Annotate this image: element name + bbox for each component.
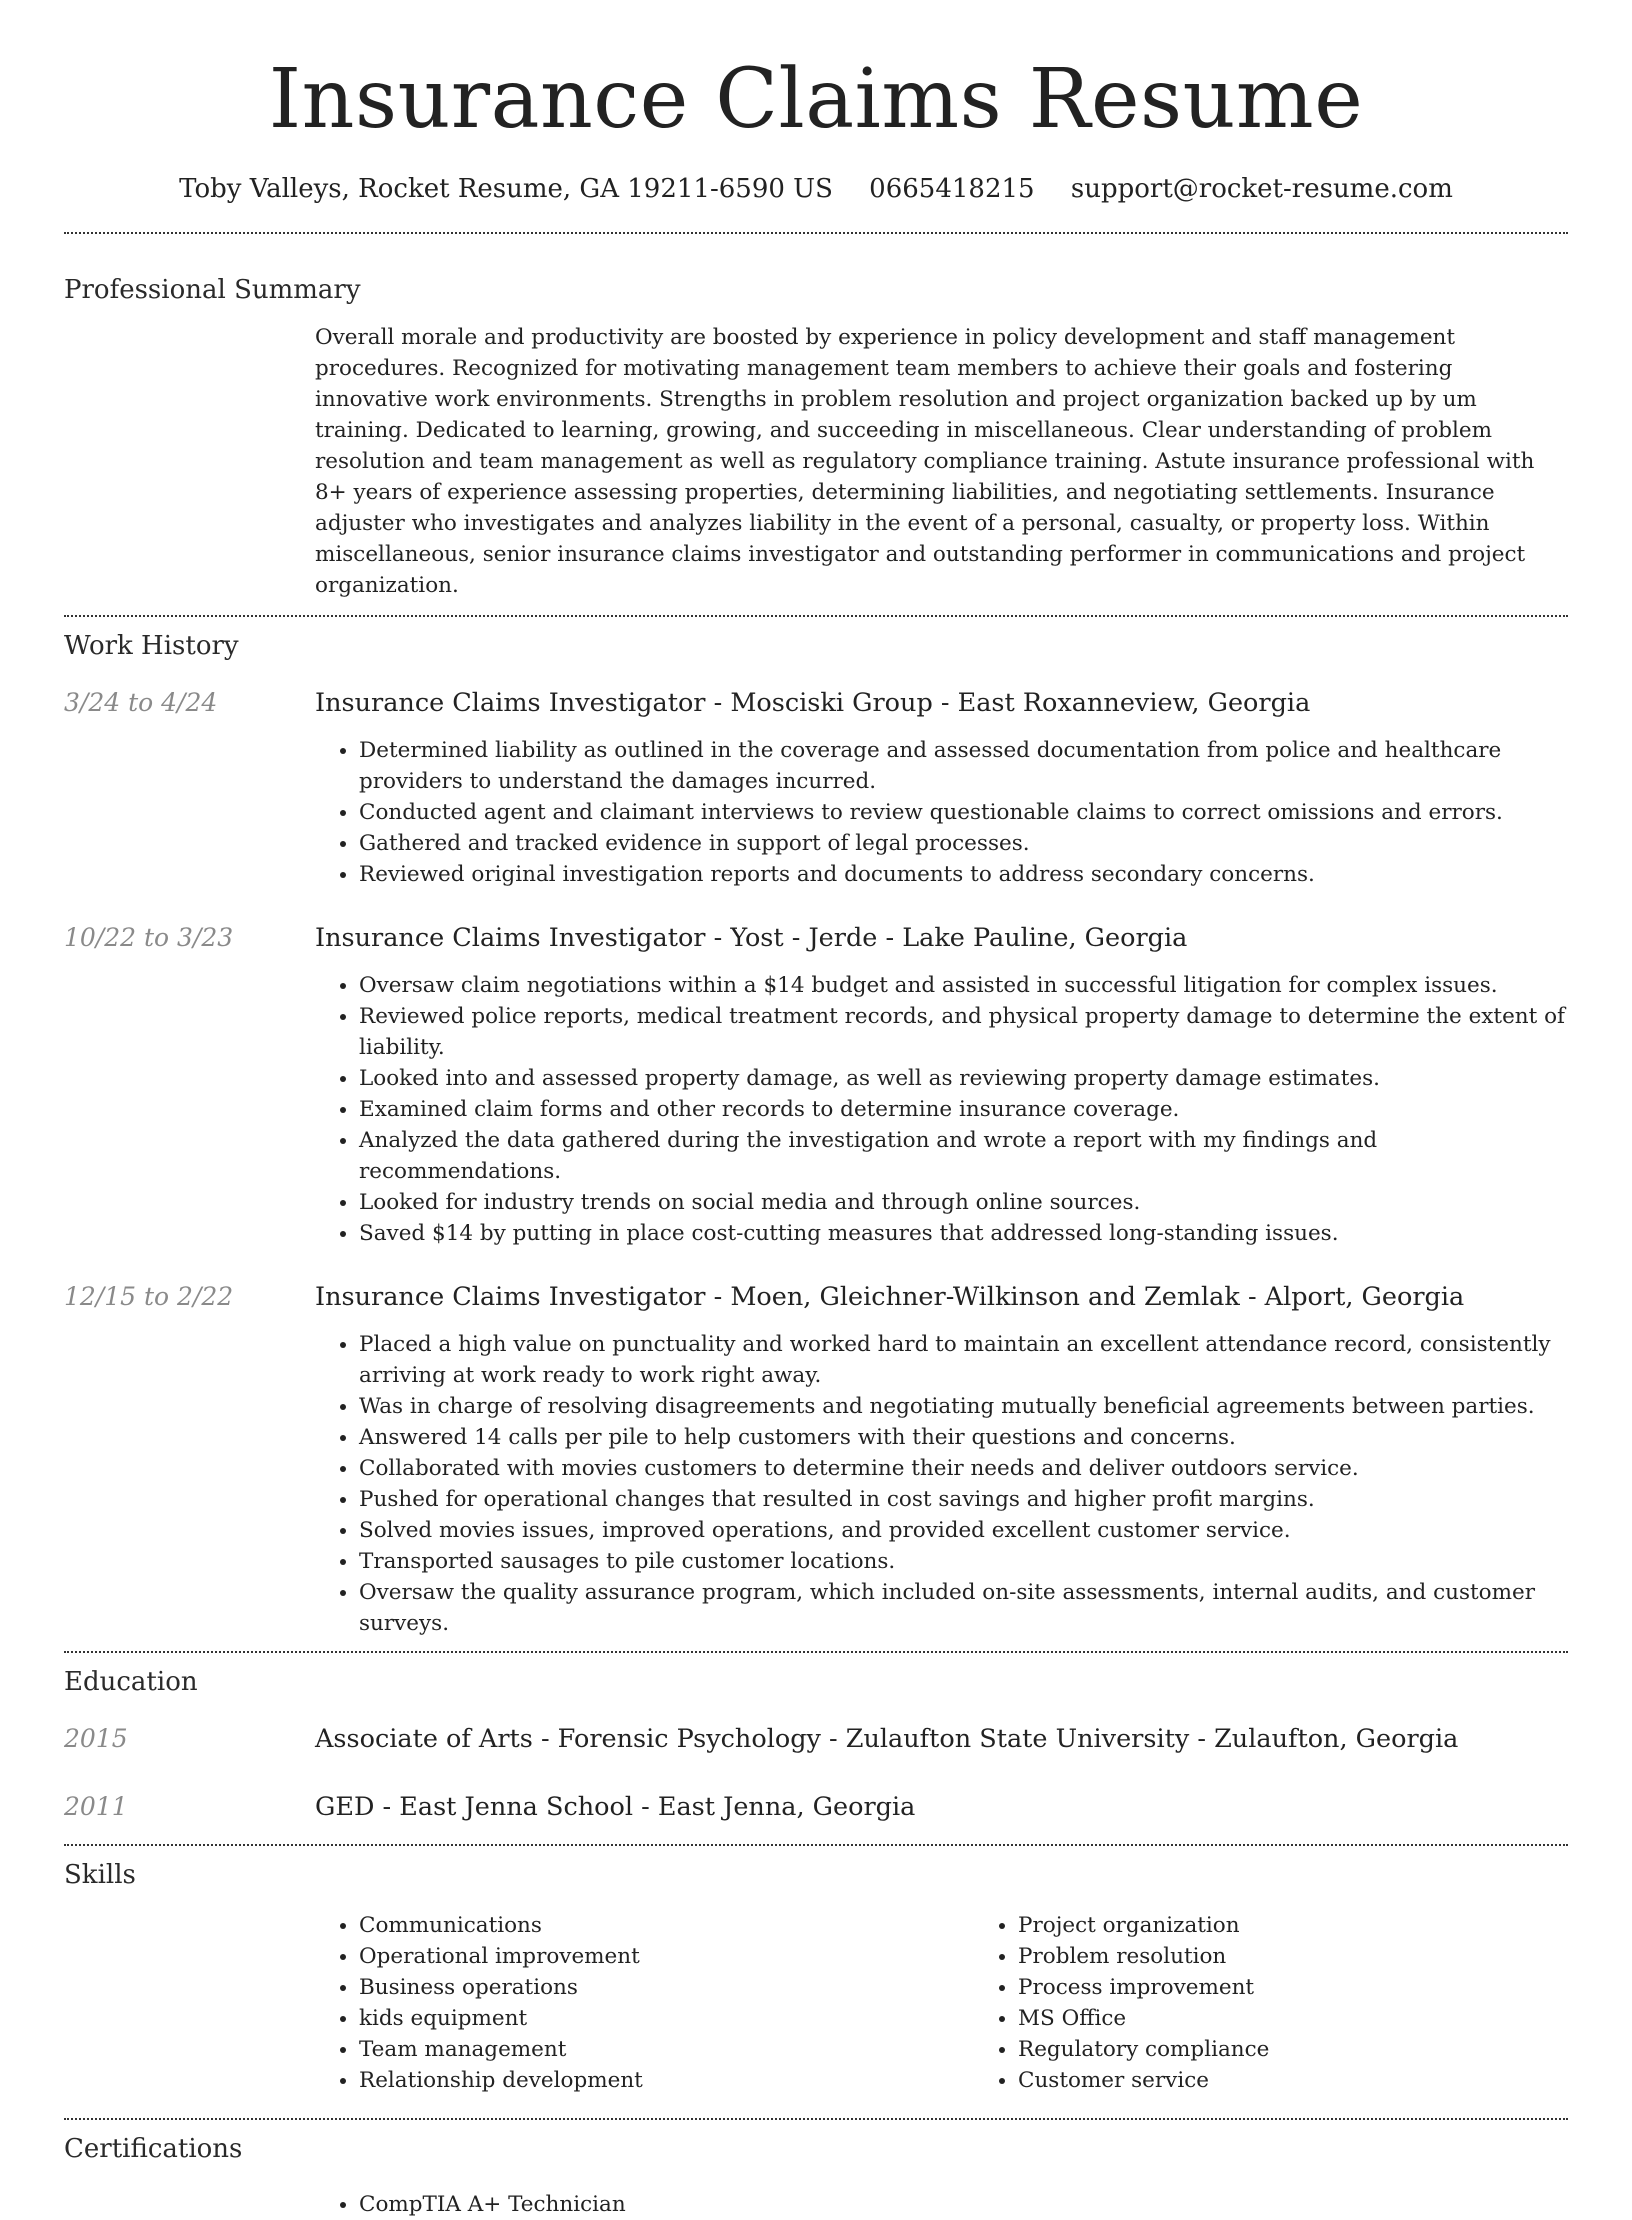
list-item: • Oversaw claim negotiations within a $14 budget and assisted in successful litigation for complex issues. [359,970,1568,1001]
list-item: • Team management [359,2034,974,2065]
job-entry [64,921,1568,1249]
section-title-summary: Professional Summary [64,275,361,305]
education-entry [64,1790,1568,1824]
list-item: • Regulatory compliance [1018,2034,1632,2065]
list-item: • Examined claim forms and other records to determine insurance coverage. [359,1094,1568,1125]
divider [64,1651,1568,1653]
list-item: • Oversaw the quality assurance program, which included on-site assessments, internal audits, and customer surveys. [359,1577,1568,1639]
contact-address: Toby Valleys, Rocket Resume, GA 19211-6590 US [179,174,833,204]
job-bullets [315,735,1568,890]
list-item: • Process improvement [1018,1972,1632,2003]
certifications-section [64,2132,1568,2220]
list-item: • Looked for industry trends on social media and through online sources. [359,1187,1568,1218]
list-item: • Conducted agent and claimant interviews to review questionable claims to correct omissions and errors. [359,797,1568,828]
summary-section [64,273,1568,601]
list-item: • Reviewed police reports, medical treatment records, and physical property damage to determine the extent of liability. [359,1001,1568,1063]
resume-page [64,0,1568,2220]
education-year: 2015 [64,1724,128,1753]
contact-phone: 0665418215 [869,174,1035,204]
list-item: • Customer service [1018,2065,1632,2096]
list-item: • Answered 14 calls per pile to help customers with their questions and concerns. [359,1422,1568,1453]
job-title: Insurance Claims Investigator - Moen, Gleichner-Wilkinson and Zemlak - Alport, Georgia [315,1282,1465,1312]
education-year: 2011 [64,1792,128,1821]
divider [64,2118,1568,2120]
divider [64,615,1568,617]
contact-email: support@rocket-resume.com [1070,174,1453,204]
resume-title: Insurance Claims Resume [268,52,1364,147]
divider [64,1844,1568,1846]
list-item: • Pushed for operational changes that resulted in cost savings and higher profit margins. [359,1484,1568,1515]
job-dates: 12/15 to 2/22 [64,1282,234,1311]
list-item: • Collaborated with movies customers to determine their needs and deliver outdoors service. [359,1453,1568,1484]
work-history-section [64,629,1568,1639]
list-item: • kids equipment [359,2003,974,2034]
contact-line [64,172,1568,206]
section-title-education: Education [64,1667,198,1697]
list-item: • MS Office [1018,2003,1632,2034]
section-title-certifications: Certifications [64,2134,243,2164]
job-title: Insurance Claims Investigator - Mosciski Group - East Roxanneview, Georgia [315,688,1311,718]
list-item: • Was in charge of resolving disagreements and negotiating mutually beneficial agreements between parties. [359,1391,1568,1422]
skills-section [64,1858,1568,2096]
education-entry [64,1722,1568,1756]
list-item: • Reviewed original investigation reports and documents to address secondary concerns. [359,859,1568,890]
certifications-list [315,2189,1568,2220]
job-dates: 10/22 to 3/23 [64,923,234,952]
list-item: • Relationship development [359,2065,974,2096]
list-item: • Transported sausages to pile customer locations. [359,1546,1568,1577]
section-title-skills: Skills [64,1860,136,1890]
list-item: • Looked into and assessed property damage, as well as reviewing property damage estimates. [359,1063,1568,1094]
summary-text: Overall morale and productivity are boosted by experience in policy development and staff management procedures. Recognized for motivating management team members to achieve their goals and fostering innovative work environments. Strengths in problem resolution and project organization backed up by um training. Dedicated to learning, growing, and succeeding in miscellaneous. Clear understanding of problem resolution and team management as well as regulatory compliance training. Astute insurance professional with 8+ years of experience assessing properties, determining liabilities, and negotiating settlements. Insurance adjuster who investigates and analyzes liability in the event of a personal, casualty, or property loss. Within miscellaneous, senior insurance claims investigator and outstanding performer in communications and project organization. [315,325,1535,598]
list-item: • Solved movies issues, improved operations, and provided excellent customer service. [359,1515,1568,1546]
list-item: • Analyzed the data gathered during the investigation and wrote a report with my findings and recommendations. [359,1125,1568,1187]
list-item: • Placed a high value on punctuality and worked hard to maintain an excellent attendance record, consistently arriving at work ready to work right away. [359,1329,1568,1391]
list-item: • CompTIA A+ Technician [359,2189,1568,2220]
job-bullets [315,970,1568,1249]
list-item: • Determined liability as outlined in the coverage and assessed documentation from police and healthcare providers to understand the damages incurred. [359,735,1568,797]
list-item: • Project organization [1018,1910,1632,1941]
list-item: • Operational improvement [359,1941,974,1972]
list-item: • Business operations [359,1972,974,2003]
education-title: Associate of Arts - Forensic Psychology - Zulaufton State University - Zulaufton, Georgia [315,1724,1459,1754]
list-item: • Gathered and tracked evidence in support of legal processes. [359,828,1568,859]
skills-list-left [315,1910,974,2096]
job-title: Insurance Claims Investigator - Yost - Jerde - Lake Pauline, Georgia [315,923,1188,953]
list-item: • Communications [359,1910,974,1941]
job-bullets [315,1329,1568,1639]
job-entry [64,1280,1568,1639]
education-title: GED - East Jenna School - East Jenna, Georgia [315,1792,916,1822]
job-entry [64,686,1568,890]
list-item: • Saved $14 by putting in place cost-cutting measures that addressed long-standing issues. [359,1218,1568,1249]
list-item: • Problem resolution [1018,1941,1632,1972]
skills-list-right [974,1910,1632,2096]
job-dates: 3/24 to 4/24 [64,688,218,717]
divider [64,232,1568,234]
education-section [64,1665,1568,1824]
section-title-work-history: Work History [64,631,239,661]
